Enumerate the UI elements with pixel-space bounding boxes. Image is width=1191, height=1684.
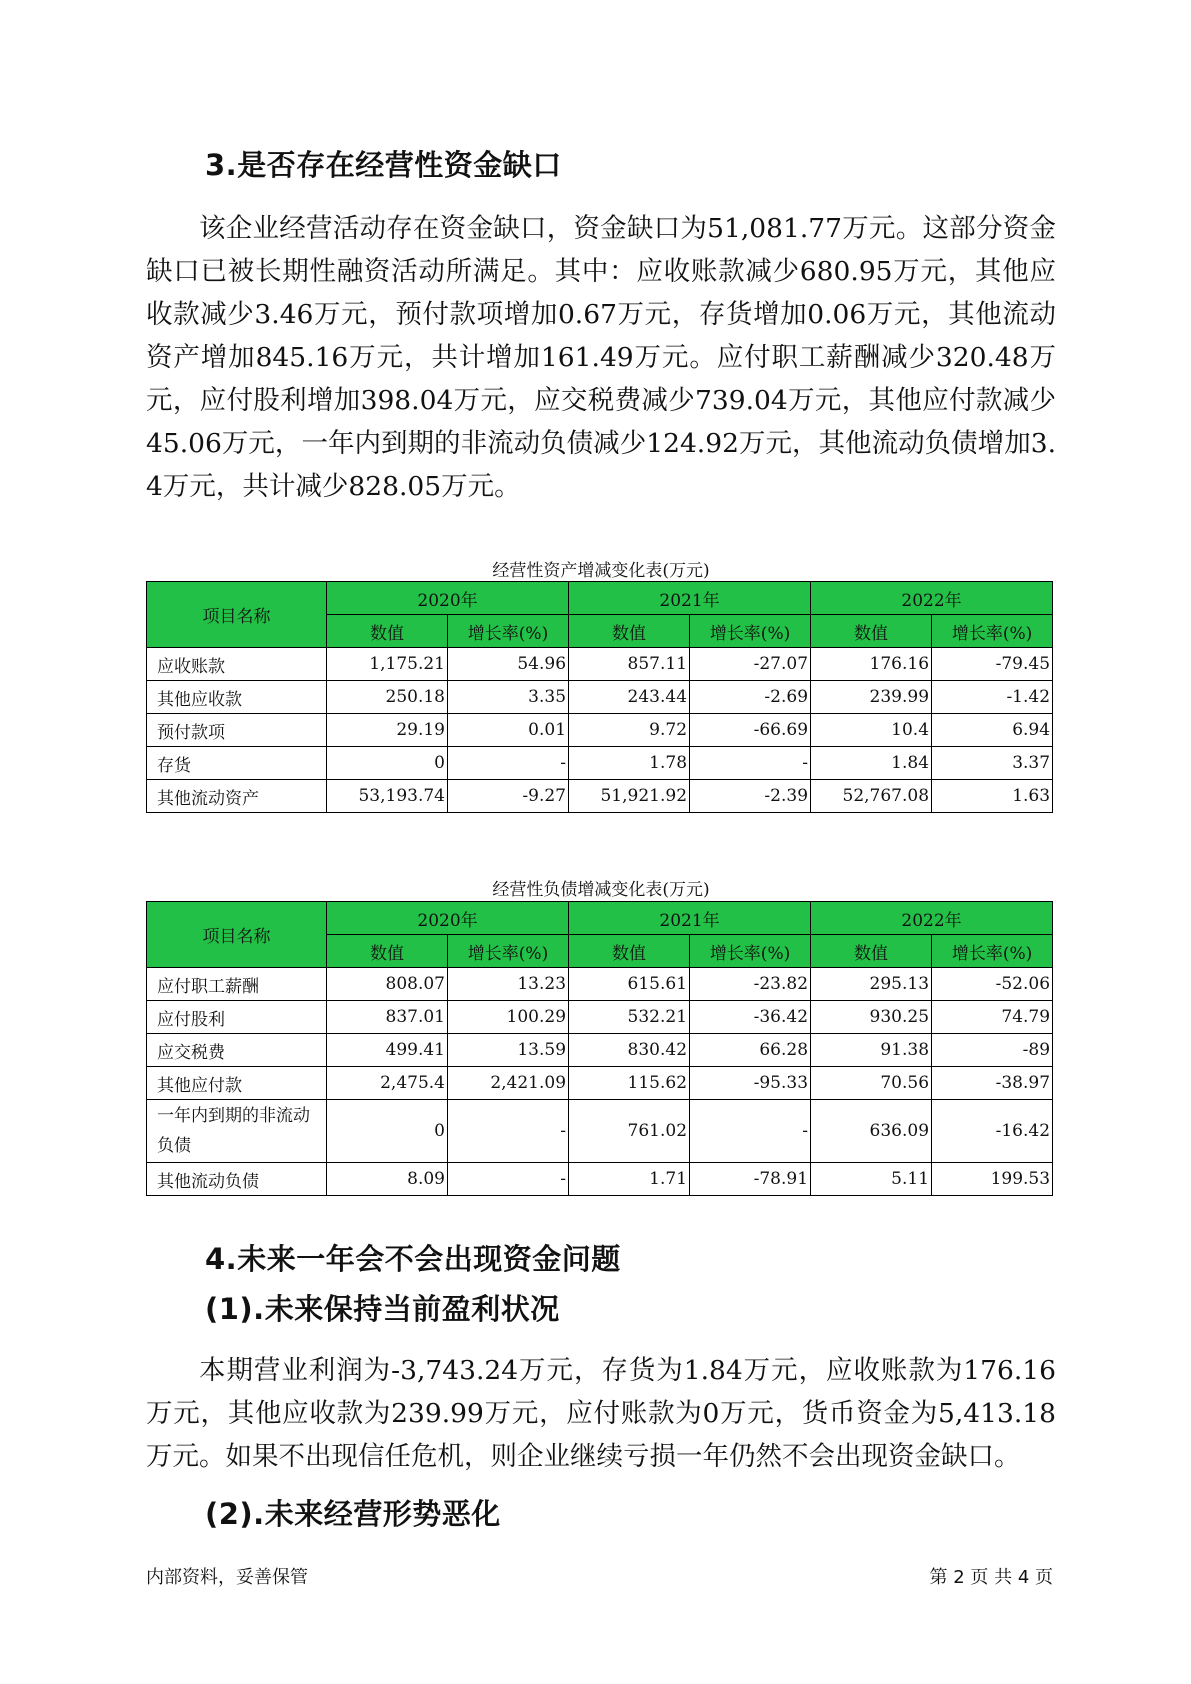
cell-rate: -52.06: [932, 968, 1053, 1001]
section-4-1-paragraph: 本期营业利润为-3,743.24万元，存货为1.84万元，应收账款为176.16万元，其他应收款为239.99万元，应付账款为0万元，货币资金为5,413.18万元。如果不出现信任危机，则企业继续亏损一年仍然不会出现资金缺口。: [146, 1355, 1056, 1472]
cell-rate: 199.53: [932, 1163, 1053, 1196]
header-item-name: 项目名称: [147, 902, 327, 968]
cell-rate: 13.59: [448, 1034, 569, 1067]
assets-table-caption: 经营性资产增减变化表(万元): [492, 561, 710, 581]
cell-rate: 54.96: [448, 648, 569, 681]
header-value: 数值: [327, 615, 448, 648]
cell-rate: -: [690, 1100, 811, 1163]
table-row: [147, 1163, 1053, 1196]
cell-rate: -66.69: [690, 714, 811, 747]
cell-rate: -: [448, 747, 569, 780]
cell-value: 8.09: [327, 1163, 448, 1196]
cell-value: 499.41: [327, 1034, 448, 1067]
cell-rate: -16.42: [932, 1100, 1053, 1163]
cell-value: 250.18: [327, 681, 448, 714]
header-year: 2020年: [327, 902, 569, 935]
cell-value: 2,475.4: [327, 1067, 448, 1100]
table-row: [147, 1067, 1053, 1100]
header-year: 2021年: [569, 902, 811, 935]
cell-rate: -78.91: [690, 1163, 811, 1196]
cell-value: 930.25: [811, 1001, 932, 1034]
row-name: 其他应收款: [147, 681, 327, 714]
cell-rate: 74.79: [932, 1001, 1053, 1034]
cell-rate: -2.39: [690, 780, 811, 813]
row-name: 其他流动资产: [147, 780, 327, 813]
header-value: 数值: [811, 615, 932, 648]
cell-rate: -95.33: [690, 1067, 811, 1100]
cell-value: 1.84: [811, 747, 932, 780]
header-rate: 增长率(%): [448, 935, 569, 968]
header-rate: 增长率(%): [932, 615, 1053, 648]
section-4-2-heading: (2).未来经营形势恶化: [205, 1497, 501, 1531]
cell-rate: -27.07: [690, 648, 811, 681]
assets-table: [146, 581, 1053, 813]
row-name: 其他流动负债: [147, 1163, 327, 1196]
cell-value: 0: [327, 1100, 448, 1163]
cell-value: 51,921.92: [569, 780, 690, 813]
table-row: [147, 968, 1053, 1001]
cell-rate: 3.37: [932, 747, 1053, 780]
header-value: 数值: [569, 935, 690, 968]
cell-value: 295.13: [811, 968, 932, 1001]
cell-value: 176.16: [811, 648, 932, 681]
header-rate: 增长率(%): [932, 935, 1053, 968]
cell-value: 70.56: [811, 1067, 932, 1100]
cell-value: 636.09: [811, 1100, 932, 1163]
table-row: [147, 681, 1053, 714]
cell-rate: 13.23: [448, 968, 569, 1001]
cell-value: 0: [327, 747, 448, 780]
cell-rate: 1.63: [932, 780, 1053, 813]
cell-value: 857.11: [569, 648, 690, 681]
cell-rate: 0.01: [448, 714, 569, 747]
table-row: [147, 648, 1053, 681]
row-name: 一年内到期的非流动负债: [147, 1100, 327, 1163]
liabilities-table-caption: 经营性负债增减变化表(万元): [492, 880, 710, 900]
cell-rate: -1.42: [932, 681, 1053, 714]
cell-value: 761.02: [569, 1100, 690, 1163]
cell-rate: 66.28: [690, 1034, 811, 1067]
header-value: 数值: [569, 615, 690, 648]
footer-confidential-note: 内部资料，妥善保管: [146, 1567, 308, 1588]
row-name: 预付款项: [147, 714, 327, 747]
cell-rate: -89: [932, 1034, 1053, 1067]
cell-value: 1,175.21: [327, 648, 448, 681]
cell-value: 830.42: [569, 1034, 690, 1067]
cell-value: 532.21: [569, 1001, 690, 1034]
cell-rate: -36.42: [690, 1001, 811, 1034]
cell-rate: -38.97: [932, 1067, 1053, 1100]
table-row: [147, 1001, 1053, 1034]
cell-rate: 3.35: [448, 681, 569, 714]
table-row: [147, 1034, 1053, 1067]
header-value: 数值: [811, 935, 932, 968]
cell-value: 615.61: [569, 968, 690, 1001]
header-rate: 增长率(%): [690, 935, 811, 968]
cell-rate: -2.69: [690, 681, 811, 714]
cell-value: 91.38: [811, 1034, 932, 1067]
cell-rate: -79.45: [932, 648, 1053, 681]
cell-value: 837.01: [327, 1001, 448, 1034]
header-year: 2022年: [811, 902, 1053, 935]
table-row: [147, 747, 1053, 780]
cell-value: 243.44: [569, 681, 690, 714]
row-name: 应付职工薪酬: [147, 968, 327, 1001]
section-3-paragraph: 该企业经营活动存在资金缺口，资金缺口为51,081.77万元。这部分资金缺口已被长期性融资活动所满足。其中：应收账款减少680.95万元，其他应收款减少3.46万元，预付款项增加0.67万元，存货增加0.06万元，其他流动资产增加845.16万元，共计增加161.49万元。应付职工薪酬减少320.48万元，应付股利增加398.04万元，应交税费减少739.04万元，其他应付款减少45.06万元，一年内到期的非流动负债减少124.92万元，其他流动负债增加3.4万元，共计减少828.05万元。: [146, 213, 1056, 502]
row-name: 存货: [147, 747, 327, 780]
cell-value: 115.62: [569, 1067, 690, 1100]
cell-rate: 100.29: [448, 1001, 569, 1034]
cell-value: 53,193.74: [327, 780, 448, 813]
section-4-1-heading: (1).未来保持当前盈利状况: [205, 1292, 560, 1326]
table-row: [147, 780, 1053, 813]
header-year: 2020年: [327, 582, 569, 615]
section-4-heading: 4.未来一年会不会出现资金问题: [205, 1242, 621, 1276]
cell-value: 1.71: [569, 1163, 690, 1196]
cell-value: 29.19: [327, 714, 448, 747]
header-rate: 增长率(%): [690, 615, 811, 648]
header-year: 2021年: [569, 582, 811, 615]
cell-value: 10.4: [811, 714, 932, 747]
cell-rate: -9.27: [448, 780, 569, 813]
cell-value: 1.78: [569, 747, 690, 780]
header-rate: 增长率(%): [448, 615, 569, 648]
row-name: 应交税费: [147, 1034, 327, 1067]
cell-value: 239.99: [811, 681, 932, 714]
cell-value: 5.11: [811, 1163, 932, 1196]
header-value: 数值: [327, 935, 448, 968]
cell-value: 808.07: [327, 968, 448, 1001]
row-name: 应付股利: [147, 1001, 327, 1034]
row-name: 其他应付款: [147, 1067, 327, 1100]
cell-rate: -: [448, 1100, 569, 1163]
liabilities-table: [146, 901, 1053, 1196]
section-3-heading: 3.是否存在经营性资金缺口: [205, 148, 562, 182]
cell-value: 52,767.08: [811, 780, 932, 813]
cell-rate: -: [448, 1163, 569, 1196]
cell-rate: 2,421.09: [448, 1067, 569, 1100]
cell-rate: 6.94: [932, 714, 1053, 747]
table-row: [147, 714, 1053, 747]
header-year: 2022年: [811, 582, 1053, 615]
footer-page-number: 第 2 页 共 4 页: [929, 1567, 1053, 1588]
table-row: [147, 1100, 1053, 1163]
cell-value: 9.72: [569, 714, 690, 747]
cell-rate: -: [690, 747, 811, 780]
cell-rate: -23.82: [690, 968, 811, 1001]
header-item-name: 项目名称: [147, 582, 327, 648]
row-name: 应收账款: [147, 648, 327, 681]
